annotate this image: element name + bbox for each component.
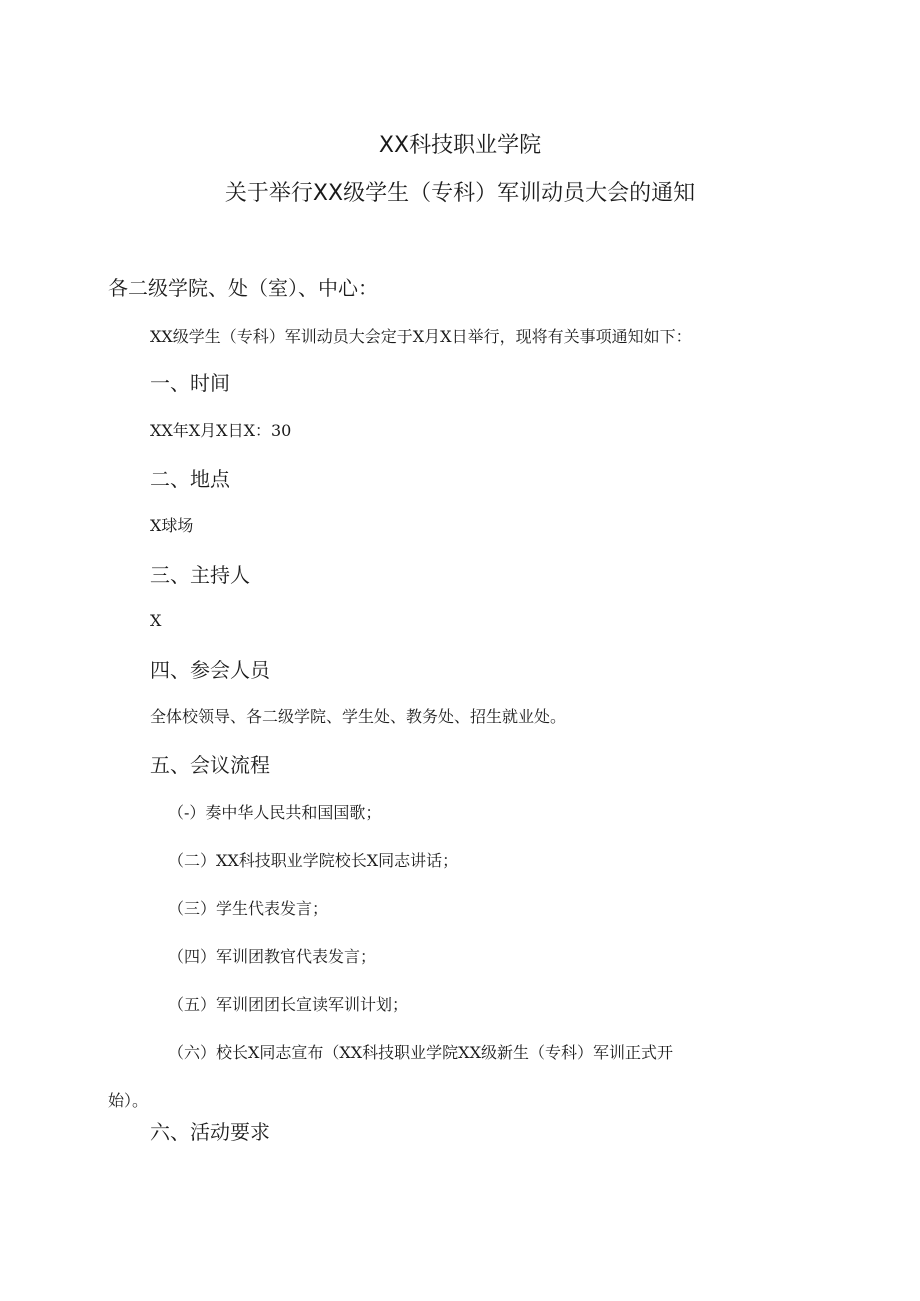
section-heading-attendees: 四、参会人员 bbox=[150, 658, 270, 682]
salutation: 各二级学院、处（室）、中心： bbox=[108, 276, 378, 300]
process-item-5: （五）军训团团长宣读军训计划； bbox=[168, 995, 409, 1014]
section-heading-time: 一、时间 bbox=[150, 371, 230, 395]
process-item-4: （四）军训团教官代表发言； bbox=[168, 947, 377, 966]
section-heading-host: 三、主持人 bbox=[150, 563, 250, 587]
section-content-attendees: 全体校领导、各二级学院、学生处、教务处、招生就业处。 bbox=[150, 707, 567, 726]
school-title: XX科技职业学院 bbox=[378, 133, 542, 158]
process-item-3: （三）学生代表发言； bbox=[168, 899, 329, 918]
section-content-time: XX年X月X日X：30 bbox=[150, 421, 292, 440]
section-content-host: X bbox=[150, 611, 162, 630]
intro-paragraph: XX级学生（专科）军训动员大会定于X月X日举行，现将有关事项通知如下： bbox=[150, 327, 692, 346]
section-heading-process: 五、会议流程 bbox=[150, 753, 270, 777]
process-item-6-continuation: 始）。 bbox=[108, 1091, 149, 1110]
notice-title: 关于举行XX级学生（专科）军训动员大会的通知 bbox=[224, 181, 696, 206]
section-content-place: X球场 bbox=[150, 516, 194, 535]
process-item-1: （-）奏中华人民共和国国歌； bbox=[168, 803, 382, 822]
process-item-2: （二）XX科技职业学院校长X同志讲话； bbox=[168, 851, 459, 870]
process-item-6: （六）校长X同志宣布（XX科技职业学院XX级新生（专科）军训正式开 bbox=[168, 1043, 673, 1062]
section-heading-requirements: 六、活动要求 bbox=[150, 1120, 270, 1144]
section-heading-place: 二、地点 bbox=[150, 467, 230, 491]
